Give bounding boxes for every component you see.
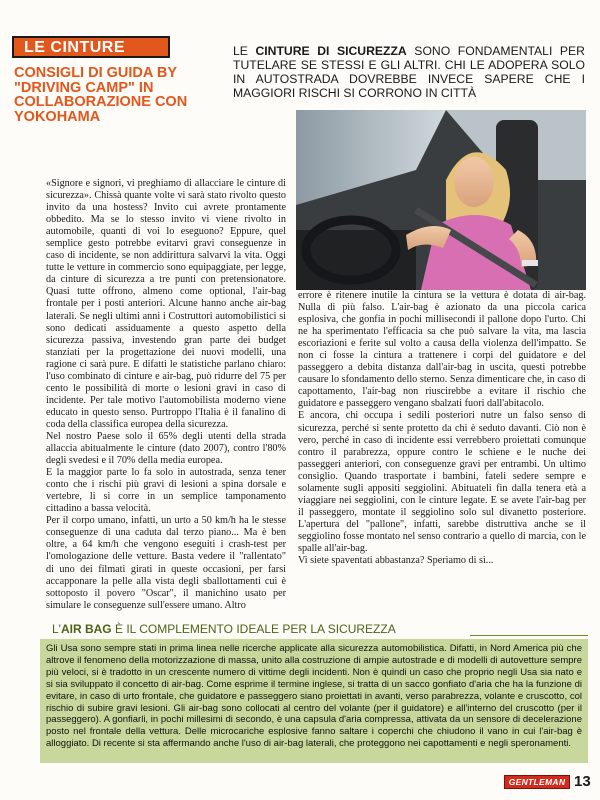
airbag-box [40, 639, 588, 763]
magazine-logo [504, 775, 570, 789]
article-deck [233, 44, 585, 100]
airbag-title [52, 622, 592, 636]
left-column [46, 178, 286, 612]
photo-woman-seatbelt [296, 110, 586, 290]
deck-rest: SONO FONDAMENTALI PER TUTELARE SE STESSI E GLI ALTRI. CHI LE ADOPERA SOLO IN AUTOSTRADA DOVREBBE INVECE SAPERE CHE I MAGGIORI RISCHI SI CORRONO IN CITTÀ [233, 44, 585, 100]
deck-lead: LE [233, 44, 256, 58]
left-paragraph-1: «Signore e signori, vi preghiamo di allacciare le cinture di sicurezza». Chissà quante volte vi sarà stato rivolto questo invito da una hostess? Invito cui avrete prontamente obbedito. Ma se lo stesso invito vi viene rivolto in automobile, quanti di voi lo eseguono? Eppure, quel semplice gesto potrebbe evitarvi gravi conseguenze in caso di incidente, se non addirittura salvarvi la vita. Oggi tutte le vetture in commercio sono equipaggiate, per legge, da cinture di sicurezza a tre punti con pretensionatore. Quasi tutte offrono, almeno come optional, l'air-bag frontale per i posti anteriori. Alcune hanno anche air-bag laterali. Se negli ultimi anni i Costruttori automobilistici si sono dedicati assiduamente a questo aspetto della sicurezza passiva, investendo gran parte dei budget stanziati per la progettazione dei nuovi modelli, una ragione ci sarà pure. E difatti le statistiche parlano chiaro: l'uso combinato di cinture e air-bag, può ridurre del 75 per cento le possibilità di morte o lesioni gravi in caso di incidente. Per tale motivo l'automobilista moderno viene educato in questo senso. Purtroppo l'Italia è il fanalino di coda della classifica europea della sicurezza. [46, 178, 286, 430]
right-column [298, 290, 586, 567]
airbag-title-rule [470, 635, 588, 636]
right-paragraph-2: E ancora, chi occupa i sedili posteriori nutre un falso senso di sicurezza, perché si sente protetto da chi è seduto davanti. Ciò non è vero, perché in caso di incidente essi verrebbero proiettati comunque contro il parabrezza, oppure contro le schiene e le nuche dei passeggeri anteriori, con conseguenze gravi per entrambi. Un ultimo consiglio. Quando trasportate i bambini, fateli sedere sempre e solamente sugli appositi seggiolini. Abituateli fin dalla tenera età a viaggiare nei seggiolini, con le cinture legate. E se avete l'air-bag per il passeggero, montate il seggiolino solo sul divanetto posteriore. L'apertura del "pallone", infatti, sarebbe distruttiva anche se il seggiolino fosse montato nel senso contrario a quello di marcia, con le spalle all'air-bag. [298, 410, 586, 554]
section-tag [12, 36, 170, 58]
section-tag-label: LE CINTURE [24, 39, 125, 56]
airbag-title-rest: È IL COMPLEMENTO IDEALE PER LA SICUREZZA [111, 622, 396, 636]
airbag-title-bold: AIR BAG [60, 622, 112, 636]
page-number: 13 [574, 773, 591, 790]
magazine-logo-text: GENTLEMAN [508, 777, 566, 787]
right-paragraph-3: Vi siete spaventati abbastanza? Speriamo di sì... [298, 555, 494, 567]
subheading: CONSIGLI DI GUIDA BY "DRIVING CAMP" IN COLLABORAZIONE CON YOKOHAMA [14, 65, 188, 125]
deck-bold: CINTURE DI SICUREZZA [255, 44, 407, 58]
right-paragraph-1: errore è ritenere inutile la cintura se la vettura è dotata di air-bag. Nulla di più falso. L'air-bag è azionato da una piccola carica esplosiva, che gonfia in pochi millisecondi il pallone dopo l'urto. Chi ne ha sperimentato l'efficacia sa che può salvare la vita, ma lascia escoriazioni e ferite sul volto a causa della violenza dell'impatto. Se non ci fosse la cintura a trattenere i corpi del guidatore e del passeggero a debita distanza dall'air-bag in uscita, questi potrebbe causare lo sfondamento dello sterno. Senza dimenticare che, in caso di capottamento, l'air-bag non riuscirebbe a evitare il rischio che guidatore e passeggero vengano sbalzati fuori dall'abitacolo. [298, 290, 586, 410]
airbag-title-prefix: L' [52, 622, 61, 636]
car-interior-illustration [296, 110, 586, 290]
left-paragraph-3: E la maggior parte lo fa solo in autostrada, senza tener conto che i rischi più gravi di lesioni a spina dorsale e vertebre, li si corre in un semplice tamponamento cittadino a bassa velocità. [46, 467, 286, 515]
airbag-text: Gli Usa sono sempre stati in prima linea nelle ricerche applicate alla sicurezza automobilistica. Difatti, in Nord America più che altrove il fenomeno della motorizzazione di massa, unito alla costruzione di ampie autostrade e di modelli di autovetture sempre più veloci, si è tradotto in un crescente numero di vittime degli incidenti. Non è quindi un caso che proprio negli Usa sia nato e si sia sviluppato il concetto di air-bag. Come esprime il termine inglese, si tratta di un sacco gonfiato d'aria che ha la funzione di evitare, in caso di urto frontale, che guidatore e passeggero siano proiettati in avanti, verso parabrezza, volante e cruscotto, col rischio di subire gravi lesioni. Gli air-bag sono collocati al centro del volante (per il guidatore) e all'interno del cruscotto (per il passeggero). A gonfiarli, in pochi millesimi di secondo, è una capsula d'aria compressa, attivata da un sensore di decelerazione posto nel frontale della vettura. Delle microcariche esplosive fanno saltare i coperchi che chiudono il vano in cui l'air-bag è alloggiato. Di recente si sta affermando anche l'uso di air-bag laterali, che proteggono nei capottamenti e negli speronamenti. [46, 643, 582, 750]
left-paragraph-2: Nel nostro Paese solo il 65% degli utenti della strada allaccia abitualmente le cinture (dato 2007), contro l'80% degli svedesi e il 70% della media europea. [46, 430, 286, 467]
left-paragraph-4: Per il corpo umano, infatti, un urto a 50 km/h ha le stesse conseguenze di una caduta dal terzo piano... Ma è ben oltre, a 64 km/h che vengono eseguiti i crash-test per l'omologazione delle vetture. Basta vedere il "rallentato" di uno dei filmati girati in queste occasioni, per farsi accapponare la pelle alla vista degli sballottamenti cui è sottoposto il povero "Oscar", il manichino usato per simulare le conseguenze sull'essere umano. Altro [46, 515, 286, 611]
